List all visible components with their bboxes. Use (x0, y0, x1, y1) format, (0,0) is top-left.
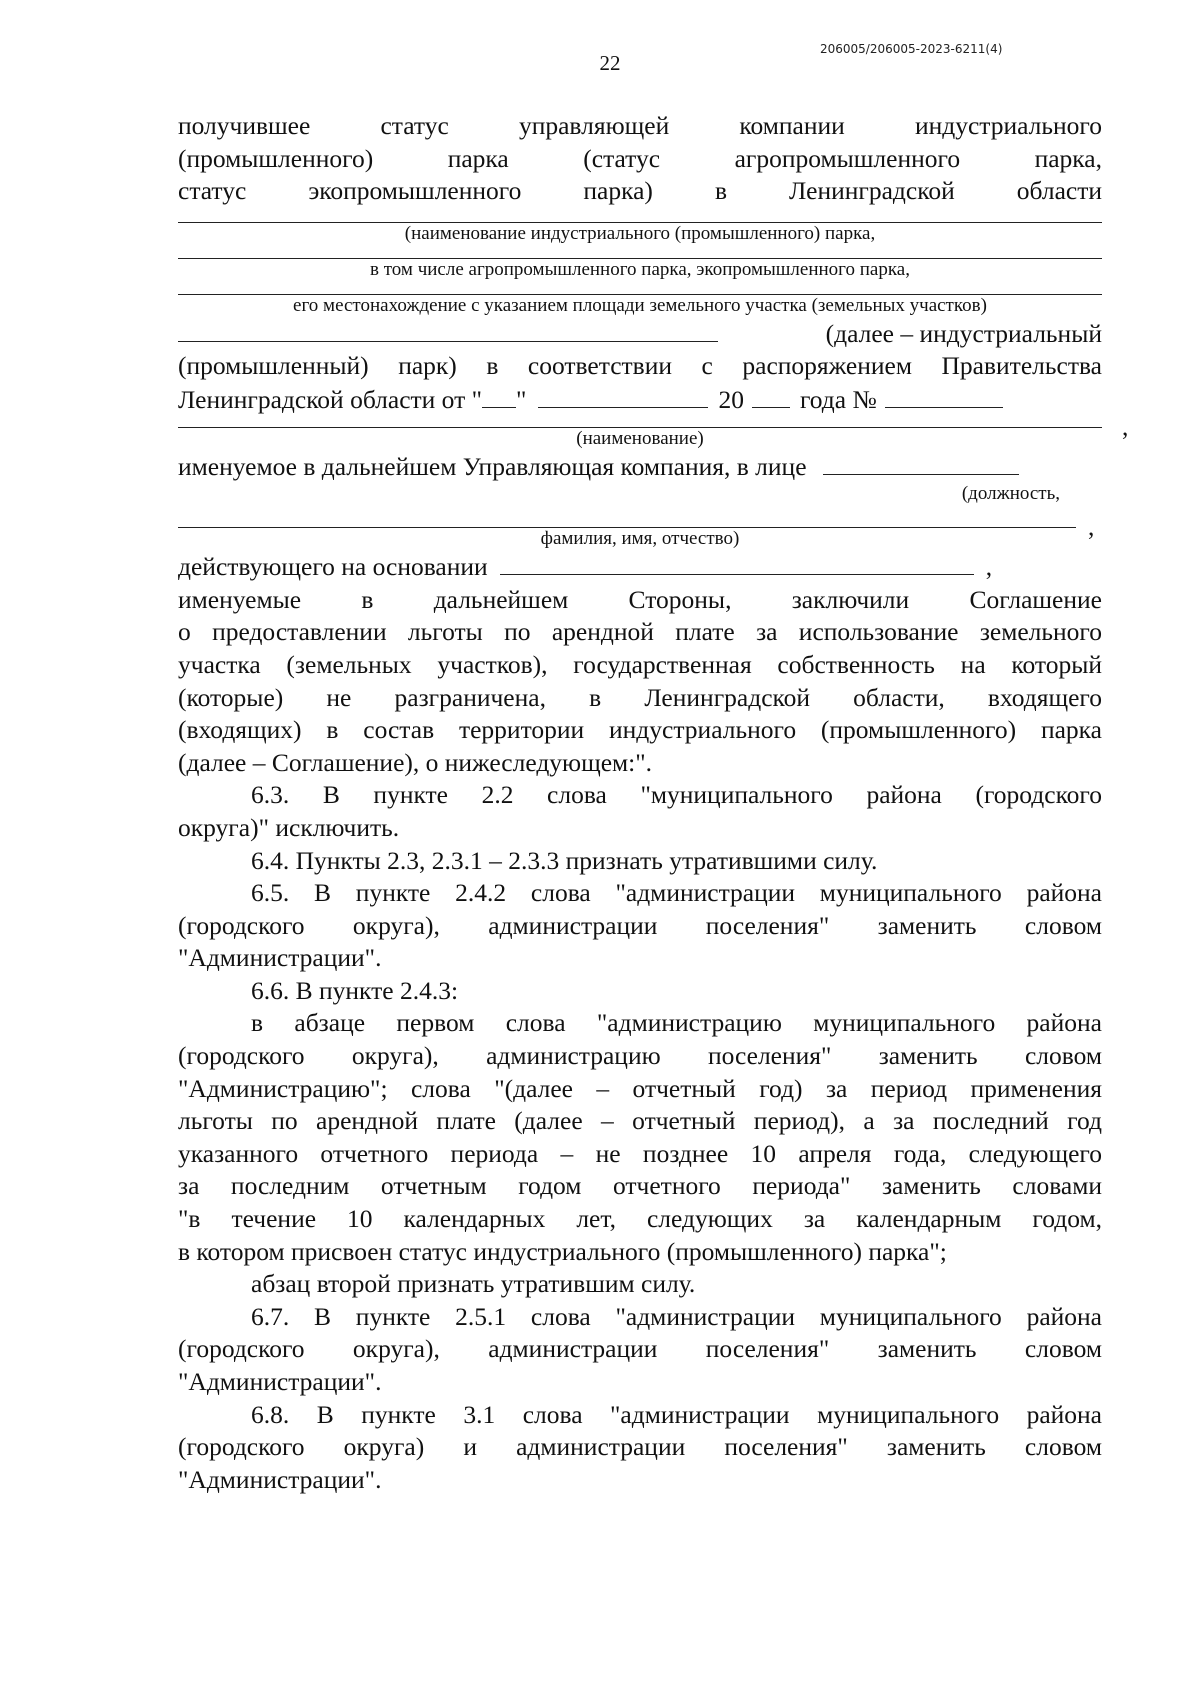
text-line (178, 317, 1102, 351)
text-fragment: Ленинградской области от " (178, 384, 483, 414)
text-line: участка (земельных участков), государственная собственность на который (178, 649, 1102, 679)
fill-in-blank (178, 317, 718, 342)
text-fragment: " (516, 384, 527, 414)
text-line: (которые) не разграничена, в Ленинградской области, входящего (178, 682, 1102, 712)
text-line: "в течение 10 календарных лет, следующих за календарным годом, (178, 1204, 1102, 1234)
text-line: (городского округа), администрации поселения" заменить словом (178, 1334, 1102, 1364)
order-line (178, 383, 1102, 417)
item-6-7: 6.7. В пункте 2.5.1 слова "администрации муниципального района (251, 1301, 1102, 1331)
item-6-8: 6.8. В пункте 3.1 слова "администрации муниципального района (251, 1399, 1102, 1429)
fill-in-blank (482, 383, 516, 408)
field-caption: (должность, (961, 483, 1060, 505)
field-caption: в том числе агропромышленного парка, экопромышленного парка, (370, 258, 910, 280)
text-line: (городского округа) и администрации поселения" заменить словом (178, 1432, 1102, 1462)
document-body (178, 110, 1129, 1496)
text-line: (городского округа), администрацию поселения" заменить словом (178, 1041, 1102, 1071)
fill-in-line (178, 427, 1102, 428)
fill-in-line (178, 527, 1076, 528)
text-fragment: 20 (718, 384, 744, 414)
text-line: (далее – Соглашение), о нижеследующем:". (178, 747, 653, 777)
fill-in-blank (885, 383, 1003, 408)
fill-in-blank (752, 383, 790, 408)
text-line: указанного отчетного периода – не позднее 10 апреля года, следующего (178, 1138, 1102, 1168)
text-line: льготы по арендной плате (далее – отчетный период), а за последний год (178, 1106, 1102, 1136)
text-fragment: года № (799, 384, 877, 414)
text-line: о предоставлении льготы по арендной плате за использование земельного (178, 617, 1102, 647)
text-fragment: (далее – индустриальный (825, 318, 1102, 348)
fill-in-blank (500, 550, 974, 575)
item-6-6: 6.6. В пункте 2.4.3: (251, 975, 459, 1005)
item-6-3: 6.3. В пункте 2.2 слова "муниципального района (городского (251, 780, 1102, 810)
text-line: (промышленный) парк) в соответствии с распоряжением Правительства (178, 351, 1102, 381)
text-line: "Администрацию"; слова "(далее – отчетный год) за период применения (178, 1073, 1102, 1103)
text-line: именуемые в дальнейшем Стороны, заключили Соглашение (178, 584, 1102, 614)
text-line (178, 450, 1102, 484)
text-line: "Администрации". (178, 943, 382, 973)
text-line: абзац второй признать утратившим силу. (251, 1269, 696, 1299)
text-fragment: действующего на основании (178, 552, 488, 582)
text-line: в котором присвоен статус индустриального (промышленного) парка"; (178, 1236, 947, 1266)
text-line: статус экопромышленного парка) в Ленинградской области (178, 176, 1102, 206)
fill-in-blank (538, 383, 708, 408)
text-fragment: именуемое в дальнейшем Управляющая компания, в лице (178, 451, 807, 481)
text-line: "Администрации". (178, 1464, 382, 1494)
field-caption: (наименование) (576, 427, 704, 449)
comma: , (1122, 411, 1129, 441)
field-caption: (наименование индустриального (промышленного) парка, (404, 222, 876, 244)
comma: , (985, 552, 993, 582)
text-line: получившее статус управляющей компании индустриального (178, 111, 1102, 140)
comma: , (1088, 512, 1095, 542)
item-6-4: 6.4. Пункты 2.3, 2.3.1 – 2.3.3 признать утратившими силу. (251, 845, 878, 875)
text-line: "Администрации". (178, 1367, 382, 1396)
text-line: (городского округа), администрации поселения" заменить словом (178, 910, 1102, 940)
text-line: (входящих) в состав территории индустриального (промышленного) парка (178, 715, 1102, 745)
text-line: округа)" исключить. (178, 812, 400, 842)
page-number: 22 (599, 51, 621, 75)
document-id: 206005/206005-2023-6211(4) (820, 42, 1003, 56)
text-line (178, 550, 1102, 584)
field-caption: его местонахождение с указанием площади земельного участка (земельных участков) (293, 294, 987, 316)
text-line: за последним отчетным годом отчетного периода" заменить словами (178, 1171, 1102, 1201)
text-line: в абзаце первом слова "администрацию муниципального района (251, 1008, 1102, 1038)
field-caption: фамилия, имя, отчество) (540, 528, 740, 550)
text-line: (промышленного) парка (статус агропромышленного парка, (178, 143, 1102, 173)
fill-in-blank (823, 450, 1019, 475)
item-6-5: 6.5. В пункте 2.4.2 слова "администрации муниципального района (251, 878, 1102, 908)
